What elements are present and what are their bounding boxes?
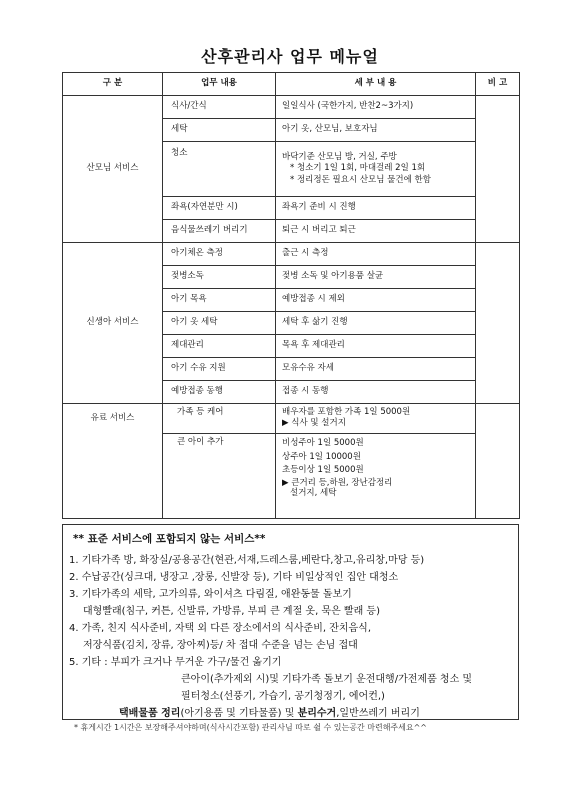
detail-cell: 출근 시 측정 [276,243,476,266]
header-detail: 세 부 내 용 [276,73,476,96]
task-cell: 좌욕(자연분만 시) [163,197,276,220]
detail-cell: 좌욕기 준비 시 진행 [276,197,476,220]
detail-cell: 목욕 후 제대관리 [276,335,476,358]
notes-emphasis: 택배물품 정리 [119,708,181,719]
notes-text: (아기용품 및 기타물품) 및 [180,708,298,719]
note-cell [476,404,520,519]
note-cell [476,243,520,404]
detail-cell: 일일식사 (국한가지, 반찬2~3가지) [276,96,476,119]
table-row [63,243,520,266]
task-cell: 예방접종 동행 [163,381,276,404]
task-cell: 세탁 [163,119,276,142]
task-cell: 청소 [163,142,276,197]
detail-cell: 아기 옷, 산모님, 보호자님 [276,119,476,142]
notes-line: 1. 기타가족 방, 화장실/공용공간(현관,서재,드레스룸,베란다,창고,유리창,마당 등) [69,555,425,566]
detail-line: ▶ 큰거리 등,하원, 장난감정리 [282,477,393,488]
notes-text: ,일반쓰레기 버리기 [336,708,420,719]
detail-cell: 접종 시 동행 [276,381,476,404]
task-cell: 아기 수유 지원 [163,358,276,381]
header-task: 업무 내용 [163,73,276,96]
detail-line: 바닥기준 산모님 방, 거실, 주방 [282,151,397,162]
detail-cell [276,142,476,197]
detail-cell: 젖병 소독 및 아기용품 살균 [276,266,476,289]
task-cell: 아기 목욕 [163,289,276,312]
detail-line: ▶ 식사 및 설거지 [282,418,346,429]
notes-line: 4. 가족, 친지 식사준비, 자택 외 다른 장소에서의 식사준비, 잔치음식, [69,623,372,634]
detail-subline: * 청소기 1일 1회, 마대걸레 2일 1회 [290,163,426,174]
table-row [63,404,520,434]
category-paid: 유료 서비스 [63,404,163,519]
task-cell: 제대관리 [163,335,276,358]
note-cell [476,96,520,243]
page-title: 산후관리사 업무 메뉴얼 [201,47,379,66]
detail-cell: 퇴근 시 버리고 퇴근 [276,220,476,243]
detail-cell: 예방접종 시 제외 [276,289,476,312]
footnote: * 휴게시간 1시간은 보장해주셔야하며(식사시간포함) 관리사님 따로 쉴 수 있는공간 마련해주세요^^ [74,723,428,732]
header-note: 비 고 [476,73,520,96]
detail-cell [276,434,476,519]
detail-subline: 설거지, 세탁 [290,487,337,498]
notes-line: 2. 수납공간(싱크대, 냉장고 ,장롱, 신발장 등), 기타 비일상적인 집안 대청소 [69,572,399,583]
category-baby: 신생아 서비스 [63,243,163,404]
task-cell: 아기체온 측정 [163,243,276,266]
category-mother: 산모님 서비스 [63,96,163,243]
task-cell: 아기 옷 세탁 [163,312,276,335]
task-cell: 식사/간식 [163,96,276,119]
notes-line: 필터청소(선풍기, 가습기, 공기청정기, 에어컨,) [181,691,385,702]
notes-line: 저장식품(김치, 장류, 장아찌)등/ 차 접대 수준을 넘는 손님 접대 [83,640,358,651]
detail-cell [276,404,476,434]
header-category: 구 분 [63,73,163,96]
task-cell: 가족 등 케어 [163,404,276,434]
notes-line [69,705,512,722]
excluded-services-box [62,524,519,720]
task-cell: 음식물쓰레기 버리기 [163,220,276,243]
notes-title: ** 표준 서비스에 포함되지 않는 서비스** [73,533,266,545]
notes-line: 5. 기타 : 부피가 크거나 무거운 가구/물건 옮기기 [69,657,282,668]
detail-line: 초등이상 1일 5000원 [282,465,364,476]
notes-line: 큰아이(추가제외 시)및 기타가족 돌보기 운전대행/가전제품 청소 및 [181,674,473,685]
notes-line: 3. 기타가족의 세탁, 고가의류, 와이셔츠 다림질, 애완동물 돌보기 [69,589,352,600]
table-row [63,96,520,119]
notes-line: 대형빨래(침구, 커튼, 신발류, 가방류, 부피 큰 계절 옷, 묵은 빨래 등) [83,606,380,617]
detail-line: 비성주아 1일 5000원 [282,438,364,448]
task-cell: 젖병소독 [163,266,276,289]
detail-subline: * 정리정돈 필요시 산모님 물건에 한함 [290,174,431,185]
task-cell: 큰 아이 추가 [163,434,276,519]
detail-line: 상주아 1일 10000원 [282,451,361,462]
detail-cell: 세탁 후 삶기 진행 [276,312,476,335]
detail-line: 배우자를 포함한 가족 1일 5000원 [282,407,411,417]
service-table [62,72,520,519]
notes-emphasis: 분리수거 [297,708,337,719]
table-header-row [63,73,520,96]
detail-cell: 모유수유 자세 [276,358,476,381]
